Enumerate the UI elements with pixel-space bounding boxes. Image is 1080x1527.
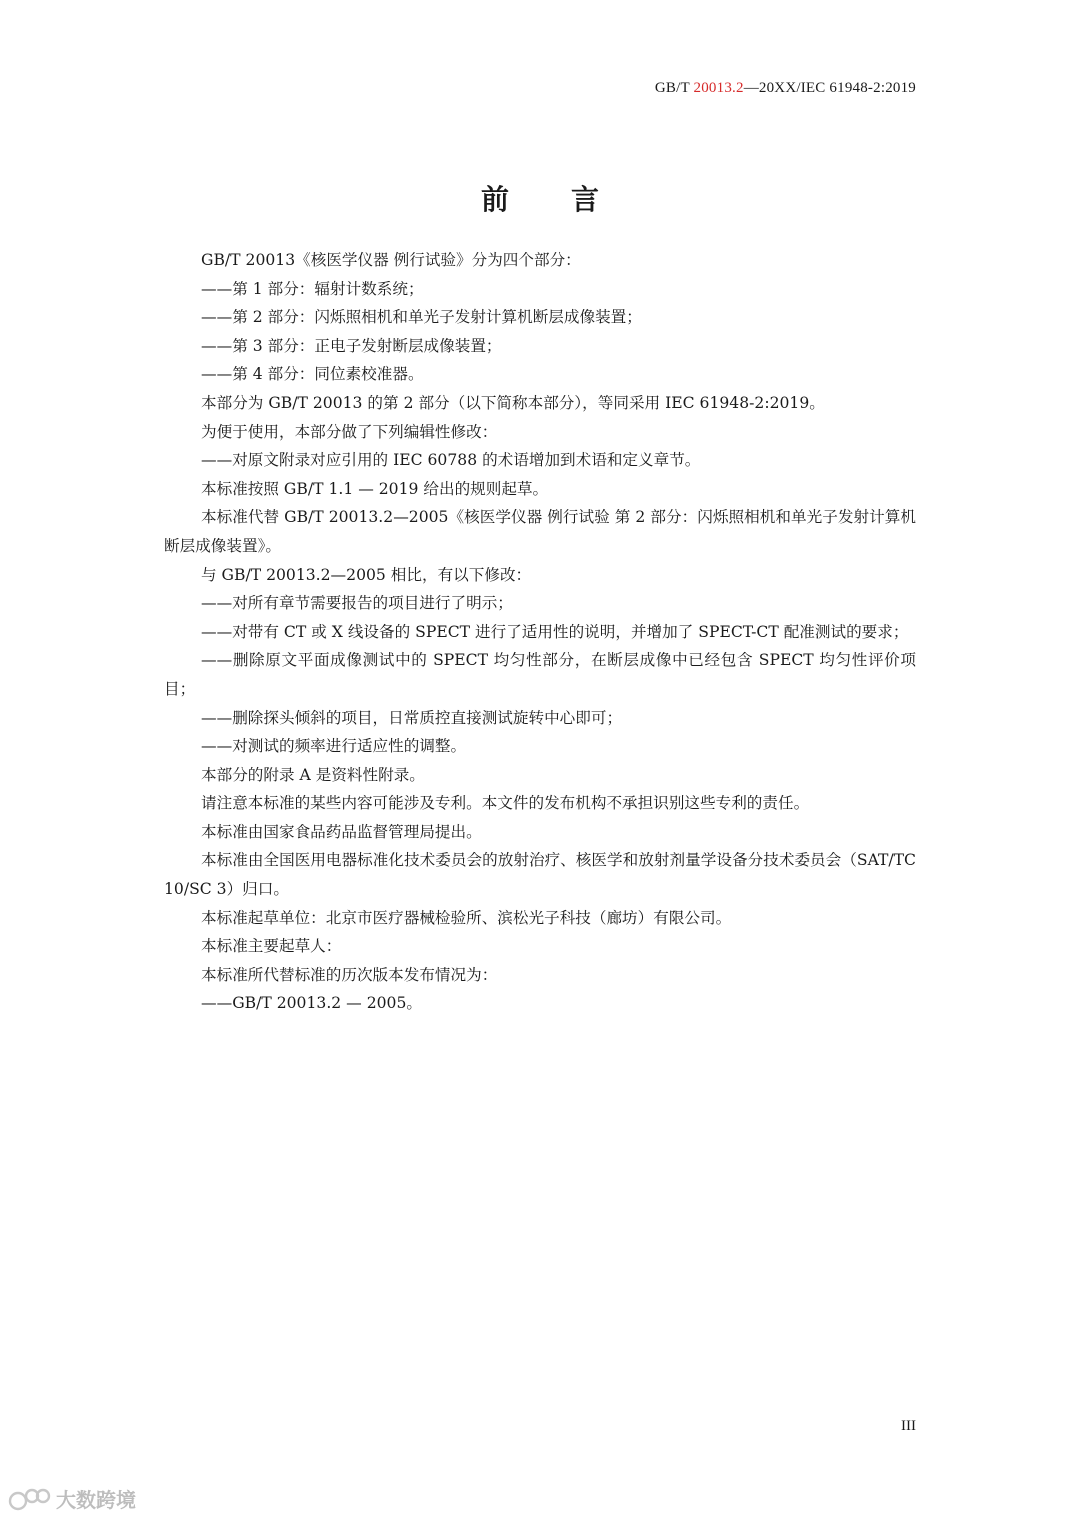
header-prefix: GB/T [654,80,694,96]
watermark-text: 大数跨境 [56,1488,136,1512]
header-standard-number: 20013.2 [693,80,744,96]
paragraph: ——对所有章节需要报告的项目进行了明示； [201,594,513,613]
paragraph: ——对带有 CT 或 X 线设备的 SPECT 进行了适用性的说明，并增加了 SPECT-CT 配准测试的要求； [201,622,909,641]
page-title [0,178,1080,218]
paragraph: ——删除探头倾斜的项目，日常质控直接测试旋转中心即可； [201,708,623,727]
paragraph: 本标准由国家食品药品监督管理局提出。 [201,822,482,841]
title-char-1: 前 [480,183,509,216]
paragraph: 本部分为 GB/T 20013 的第 2 部分（以下简称本部分），等同采用 IEC 61948-2:2019。 [201,393,825,412]
paragraph: 本标准代替 GB/T 20013.2—2005《核医学仪器 例行试验 第 2 部分：闪烁照相机和单光子发射计算机断层成像装置》。 [164,508,916,555]
paragraph: 与 GB/T 20013.2—2005 相比，有以下修改： [201,565,532,584]
paragraph: 本标准主要起草人： [201,937,342,956]
page-number: III [901,1418,916,1434]
paragraph: 本标准所代替标准的历次版本发布情况为： [201,965,498,984]
paragraph: 本部分的附录 A 是资料性附录。 [201,765,425,784]
paragraph: 为便于使用，本部分做了下列编辑性修改： [201,422,498,441]
watermark [8,1484,136,1513]
paragraph: GB/T 20013《核医学仪器 例行试验》分为四个部分： [201,251,581,269]
paragraph: 本标准起草单位：北京市医疗器械检验所、滨松光子科技（廊坊）有限公司。 [201,908,732,927]
paragraph: ——对测试的频率进行适应性的调整。 [201,737,467,756]
paragraph: ——删除原文平面成像测试中的 SPECT 均匀性部分，在断层成像中已经包含 SPECT 均匀性评价项目； [164,651,916,698]
paragraph: 本标准按照 GB/T 1.1 — 2019 给出的规则起草。 [201,479,549,498]
title-char-2: 言 [571,183,600,216]
document-header [655,80,916,97]
paragraph: ——GB/T 20013.2 — 2005。 [201,994,422,1013]
paragraph: ——对原文附录对应引用的 IEC 60788 的术语增加到术语和定义章节。 [201,451,701,470]
paragraph: 本标准由全国医用电器标准化技术委员会的放射治疗、核医学和放射剂量学设备分技术委员会（SAT/TC 10/SC 3）归口。 [164,851,916,899]
watermark-logo-icon [8,1486,52,1512]
paragraph: ——第 3 部分：正电子发射断层成像装置； [201,336,502,355]
paragraph: ——第 4 部分：同位素校准器。 [201,365,424,384]
foreword-body [164,246,916,1018]
paragraph: 请注意本标准的某些内容可能涉及专利。本文件的发布机构不承担识别这些专利的责任。 [201,794,810,813]
paragraph: ——第 1 部分：辐射计数系统； [201,279,424,298]
header-suffix: —20XX/IEC 61948-2:2019 [743,80,916,96]
paragraph: ——第 2 部分：闪烁照相机和单光子发射计算机断层成像装置； [201,308,642,327]
